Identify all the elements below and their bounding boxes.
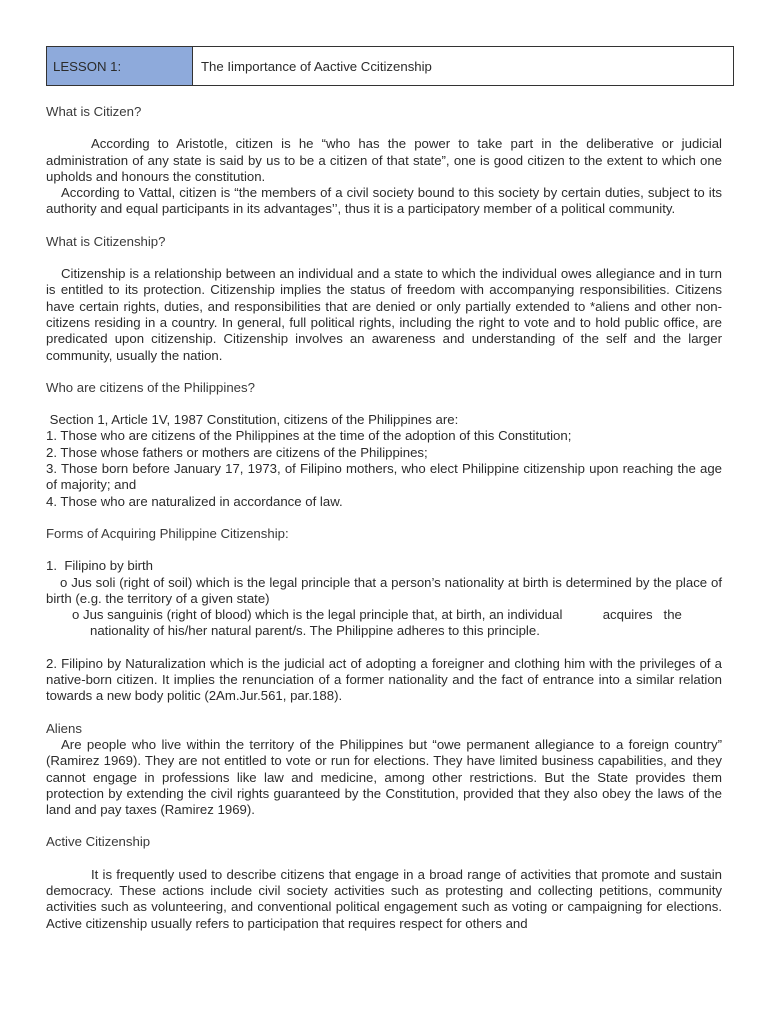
active-citizenship-paragraph: It is frequently used to describe citizens that engage in a broad range of activities that promote and sustain democracy. These actions include civil society activities such as protesting and collecting petitions, community activities such as volunteering, and conventional political engagement such as voting or campaigning for elections. Active citizenship usually refers to participation that requires respect for others and [46, 866, 722, 931]
citizenship-paragraph: Citizenship is a relationship between an individual and a state to which the individual owes allegiance and in turn is entitled to its protection. Citizenship implies the status of freedom with accompanying responsibilities. Citizens have certain rights, duties, and responsibilities that are denied or only partially extended to *aliens and other non-citizens residing in a country. In general, full political rights, including the right to vote and to hold public office, are predicated upon citizenship. Citizenship involves an awareness and understanding of the self and the larger community, usually the nation. [46, 266, 722, 363]
lesson-title-cell [193, 47, 733, 85]
lesson-label-cell [47, 47, 193, 85]
document-body [46, 104, 722, 932]
aliens-paragraph: Are people who live within the territory of the Philippines but “owe permanent allegiance to a foreign country” (Ramirez 1969). They are not entitled to vote or run for elections. They have limited business capabilities, and they cannot engage in professions like law and medicine, among other restrictions. But the State provides them protection by extending the civil rights guaranteed by the Constitution, provided that they also obey the laws of the land and pay taxes (Ramirez 1969). [46, 736, 722, 818]
form-filipino-by-naturalization: 2. Filipino by Naturalization which is the judicial act of adopting a foreigner and clothing him with the privileges of a native-born citizen. It implies the renunciation of a former nationality and the fact of entrance into a similar relation towards a new body politic (2Am.Jur.561, par.188). [46, 655, 722, 704]
jus-sanguinis-continued: nationality of his/her natural parent/s. The Philippine adheres to this principle. [90, 623, 540, 639]
heading-aliens: Aliens [46, 720, 82, 736]
citizen-aristotle-paragraph: According to Aristotle, citizen is he “who has the power to take part in the deliberative or judicial administration of any state is said by us to be a citizen of that state”, one is good citizen to the extent to which one upholds and honours the constitution. [46, 136, 722, 184]
jus-soli-item: o Jus soli (right of soil) which is the legal principle that a person’s nationality at birth is determined by the place of birth (e.g. the territory of a given state) [46, 574, 722, 606]
citizen-list-item-1: 1. Those who are citizens of the Philippines at the time of the adoption of this Constitution; [46, 428, 572, 444]
citizen-list-item-3: 3. Those born before January 17, 1973, of Filipino mothers, who elect Philippine citizenship upon reaching the age of majority; and [46, 461, 722, 493]
citizen-vattal-paragraph: According to Vattal, citizen is “the members of a civil society bound to this society by certain duties, subject to its authority and equal participants in its advantages’’, thus it is a participatory member of a political community. [46, 185, 722, 217]
lesson-title: The Iimportance of Aactive Ccitizenship [201, 58, 432, 74]
constitution-intro: Section 1, Article 1V, 1987 Constitution, citizens of the Philippines are: [46, 412, 459, 428]
jus-sanguinis-item: o Jus sanguinis (right of blood) which is the legal principle that, at birth, an individual acquires the [72, 607, 682, 623]
heading-who-are-citizens: Who are citizens of the Philippines? [46, 379, 255, 395]
heading-active-citizenship: Active Citizenship [46, 834, 151, 850]
lesson-header-table [46, 46, 734, 86]
heading-what-is-citizen: What is Citizen? [46, 104, 142, 119]
citizen-list-item-2: 2. Those whose fathers or mothers are citizens of the Philippines; [46, 444, 428, 460]
lesson-label: LESSON 1: [53, 58, 122, 74]
citizen-list-item-4: 4. Those who are naturalized in accordance of law. [46, 493, 343, 509]
heading-forms-of-acquiring: Forms of Acquiring Philippine Citizenship: [46, 525, 289, 541]
heading-what-is-citizenship: What is Citizenship? [46, 233, 166, 249]
form-filipino-by-birth: 1. Filipino by birth [46, 558, 154, 574]
